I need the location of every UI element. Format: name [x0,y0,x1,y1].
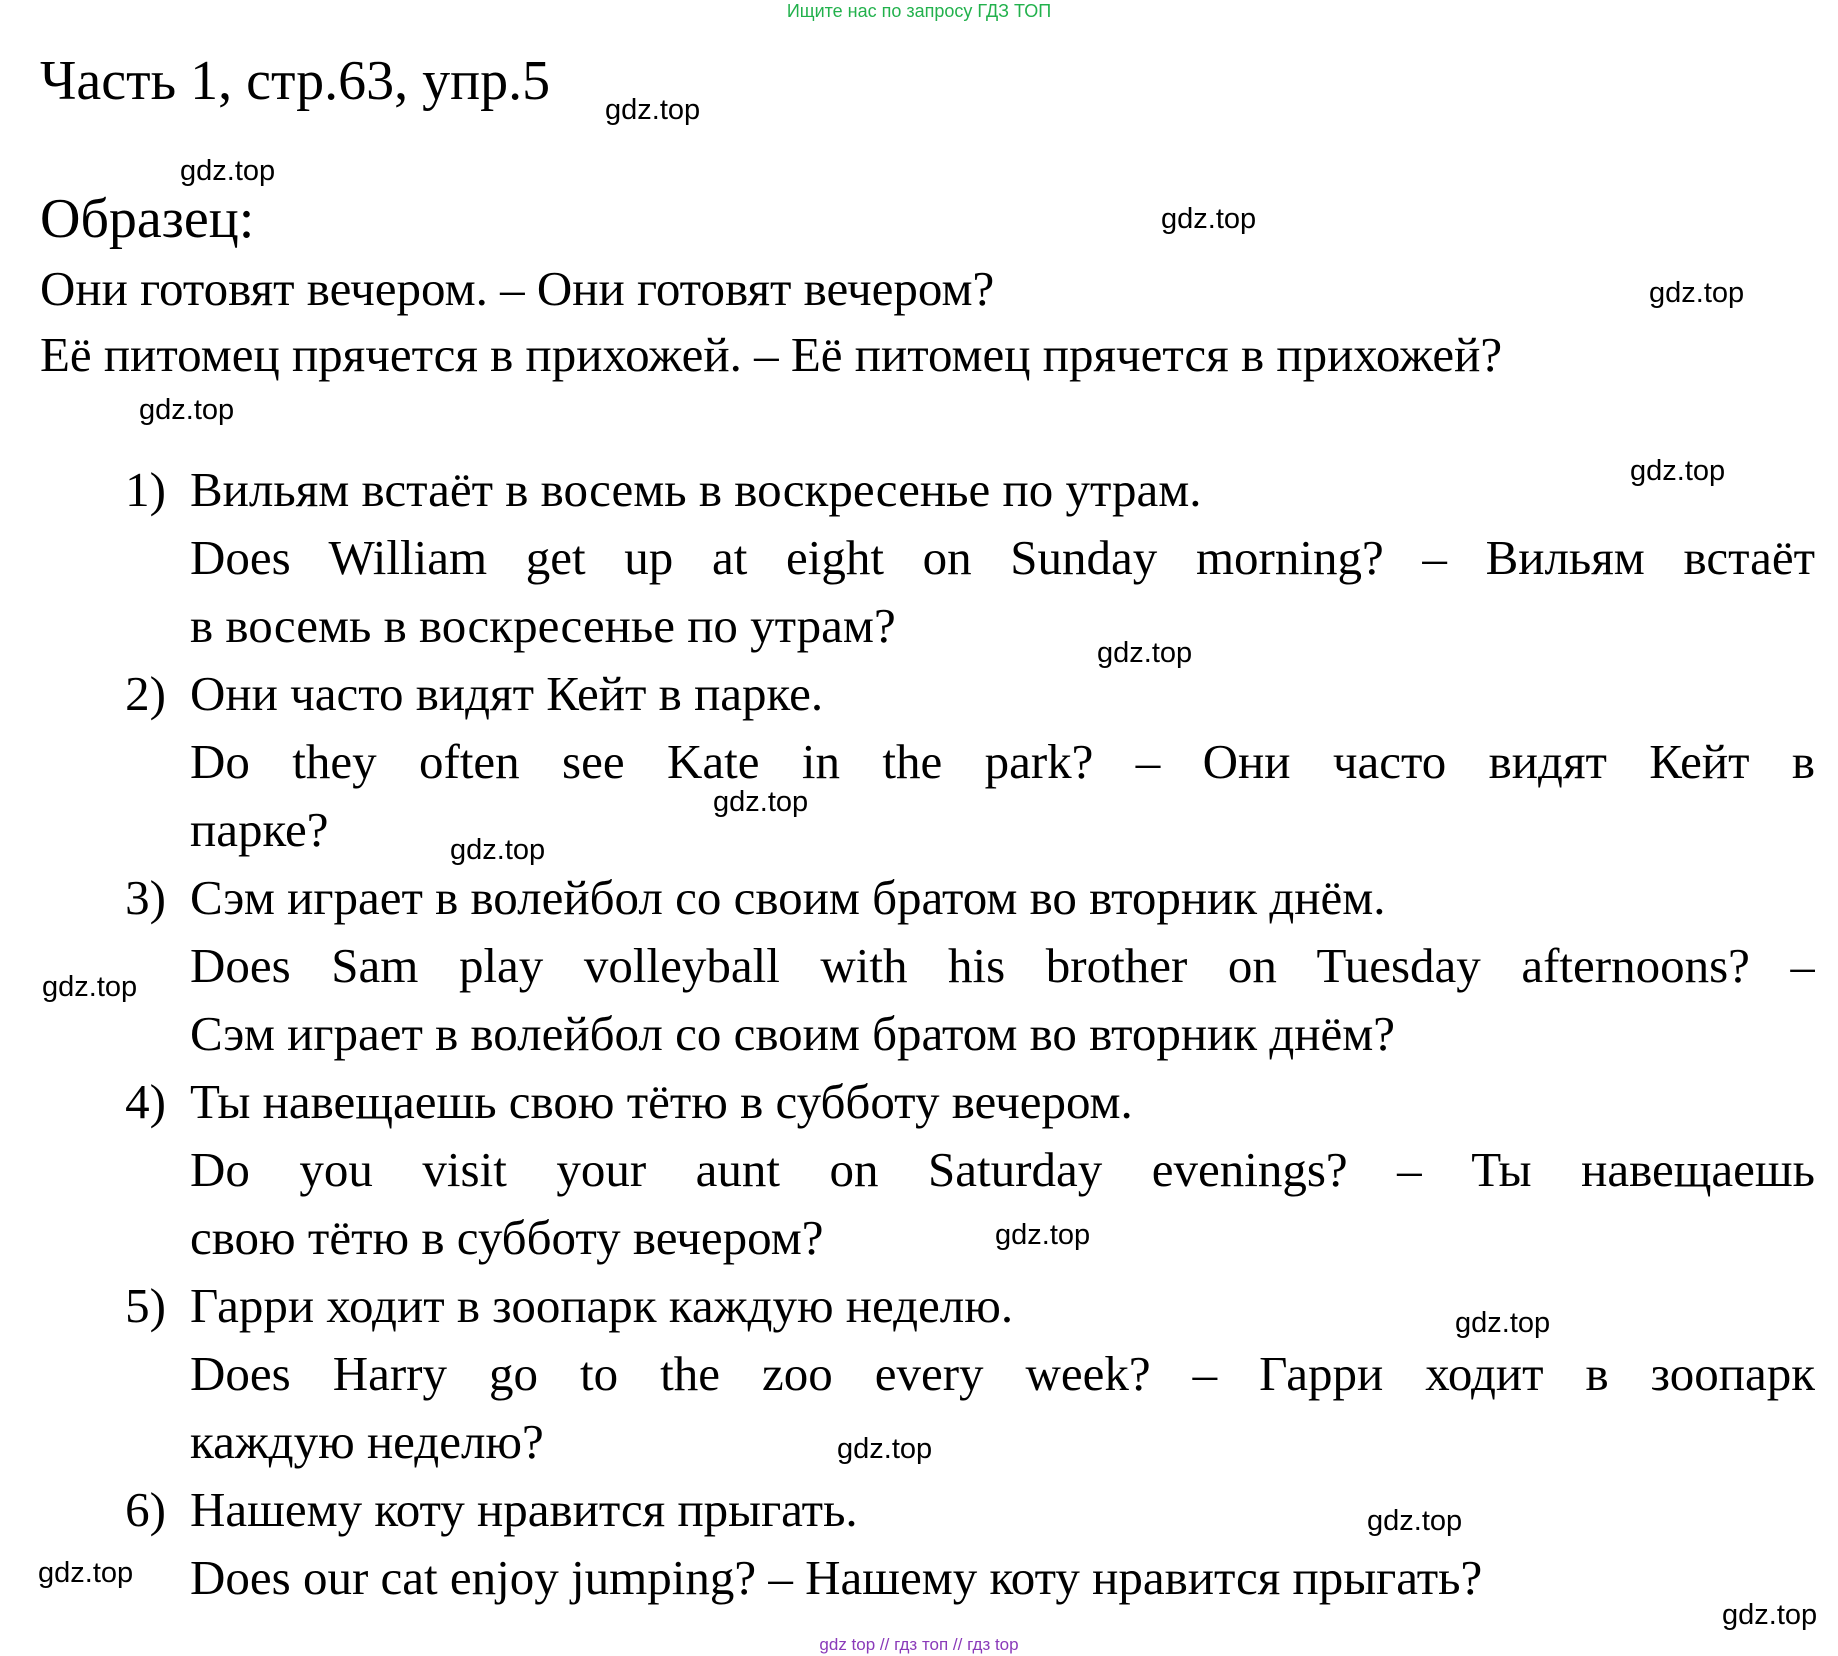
item-1-answer-line-2: в восемь в воскресенье по утрам? [190,598,896,653]
watermark: gdz.top [139,394,235,426]
sample-line-2: Её питомец прячется в прихожей. – Её питомец прячется в прихожей? [40,327,1503,382]
item-3-answer-line-2: Сэм играет в волейбол со своим братом во вторник днём? [190,1006,1395,1061]
item-number-6: 6) [125,1482,166,1537]
watermark: gdz.top [42,971,138,1003]
item-number-2: 2) [125,666,166,721]
watermark: gdz.top [1630,455,1726,487]
bottom-banner: gdz top // гдз топ // гдз top [819,1635,1019,1654]
top-banner: Ищите нас по запросу ГДЗ ТОП [786,1,1052,21]
item-3-answer-line-1: Does Sam play volleyball with his brother on Tuesday afternoons? – [190,938,1815,993]
item-number-4: 4) [125,1074,166,1129]
item-4-sentence: Ты навещаешь свою тётю в субботу вечером. [190,1074,1133,1129]
item-number-5: 5) [125,1278,166,1333]
item-5-answer-line-2: каждую неделю? [190,1414,544,1469]
item-number-3: 3) [125,870,166,925]
watermark: gdz.top [837,1433,933,1465]
watermark: gdz.top [450,834,546,866]
item-2-answer-line-2: парке? [190,802,329,857]
item-4-answer-line-1: Do you visit your aunt on Saturday evenings? – Ты навещаешь [190,1142,1815,1197]
watermark: gdz.top [1649,277,1745,309]
watermark: gdz.top [38,1557,134,1589]
item-3-sentence: Сэм играет в волейбол со своим братом во вторник днём. [190,870,1386,925]
item-5-answer-line-1: Does Harry go to the zoo every week? – Гарри ходит в зоопарк [190,1346,1815,1401]
item-1-answer-line-1: Does William get up at eight on Sunday morning? – Вильям встаёт [190,530,1815,585]
item-5-sentence: Гарри ходит в зоопарк каждую неделю. [190,1278,1014,1333]
item-number-1: 1) [125,462,166,517]
watermark: gdz.top [1455,1307,1551,1339]
item-2-sentence: Они часто видят Кейт в парке. [190,666,824,721]
item-6-sentence: Нашему коту нравится прыгать. [190,1482,858,1537]
watermark: gdz.top [713,786,809,818]
sample-line-1: Они готовят вечером. – Они готовят вечером? [40,261,995,316]
page-title: Часть 1, стр.63, упр.5 [40,50,551,112]
watermark: gdz.top [1161,203,1257,235]
watermark: gdz.top [1367,1505,1463,1537]
watermark: gdz.top [1722,1599,1818,1631]
watermark: gdz.top [995,1219,1091,1251]
item-6-answer-line-1: Does our cat enjoy jumping? – Нашему коту нравится прыгать? [190,1550,1483,1605]
watermark: gdz.top [1097,637,1193,669]
watermark: gdz.top [605,94,701,126]
item-2-answer-line-1: Do they often see Kate in the park? – Они часто видят Кейт в [190,734,1815,789]
sample-label: Образец: [40,188,255,250]
watermark: gdz.top [180,155,276,187]
item-1-sentence: Вильям встаёт в восемь в воскресенье по утрам. [190,462,1202,517]
item-4-answer-line-2: свою тётю в субботу вечером? [190,1210,824,1265]
